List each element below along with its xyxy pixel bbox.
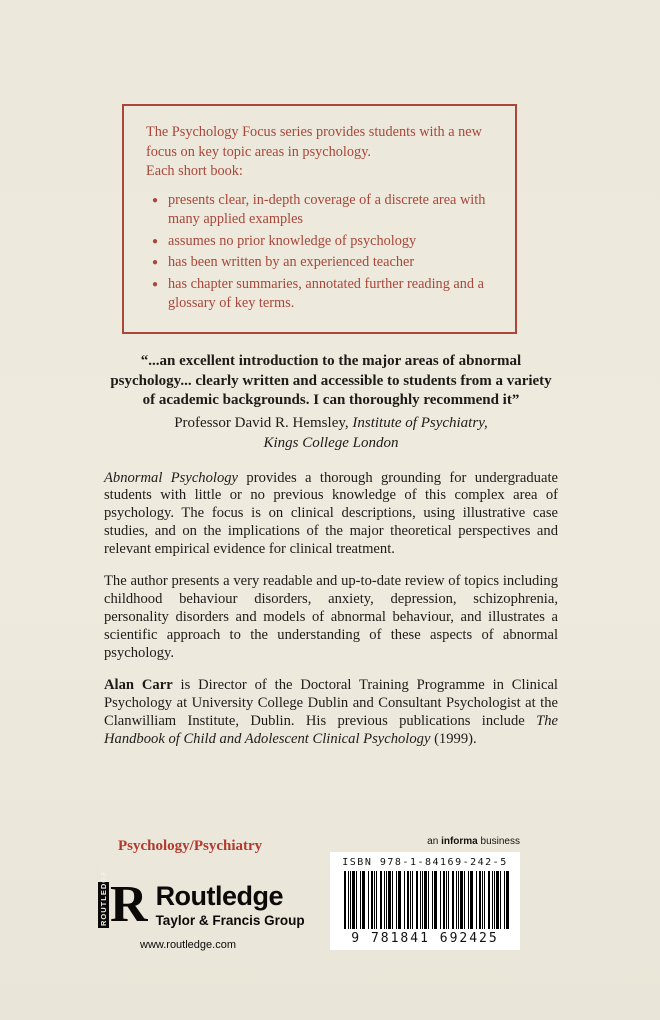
attribution-affiliation-2: Kings College London bbox=[263, 434, 399, 451]
previous-publication-title: The Handbook of Child and Adolescent Clinical Psychology bbox=[104, 713, 558, 747]
informa-text: business bbox=[477, 836, 520, 847]
blurb-paragraph-2: The author presents a very readable and up-to-date review of topics including childhood behaviour disorders, anxiety, depression, schizophrenia, personality disorders and models of abnormal behaviour, and illustrates a scientific approach to the understanding of these aspects of abnormal psychology. bbox=[104, 573, 558, 661]
publisher-logo-block bbox=[98, 869, 318, 951]
book-title: Abnormal Psychology bbox=[104, 469, 239, 486]
routledge-r-logo-icon: R bbox=[110, 876, 148, 933]
paragraph-text: provides a thorough grounding for undergraduate students with little or no previous knowledge of this complex area of psychology. The focus is on clinical descriptions, using illustrative case studies, and on the implications of the major theoretical perspectives and relevant empirical evidence for clinical treatment. bbox=[104, 469, 558, 557]
series-feature-list bbox=[146, 191, 495, 314]
list-item: ● assumes no prior knowledge of psychology bbox=[168, 232, 495, 252]
barcode-digits: 9 781841 692425 bbox=[351, 931, 499, 946]
blurb-paragraph-1 bbox=[104, 470, 558, 559]
ean-barcode bbox=[344, 871, 510, 929]
isbn-number: ISBN 978-1-84169-242-5 bbox=[342, 857, 508, 868]
publisher-group-name: Taylor & Francis Group bbox=[155, 912, 305, 928]
informa-text: an bbox=[427, 836, 442, 847]
list-item: ● has been written by an experienced teacher bbox=[168, 253, 495, 273]
subject-category-label: Psychology/Psychiatry bbox=[118, 838, 263, 854]
informa-business-label bbox=[330, 836, 520, 847]
attribution-name: Professor David R. Hemsley, bbox=[174, 414, 353, 431]
publisher-name: Routledge bbox=[155, 880, 284, 911]
main-text-column bbox=[104, 352, 558, 749]
series-intro: The Psychology Focus series provides students with a new focus on key topic areas in psychology. bbox=[146, 124, 482, 160]
series-intro-lead: Each short book: bbox=[146, 163, 243, 179]
routledge-vertical-logo-text: ROUTLEDGE bbox=[99, 869, 108, 926]
publisher-website: www.routledge.com bbox=[140, 939, 236, 951]
review-quote: “...an excellent introduction to the major areas of abnormal psychology... clearly written and accessible to students from a variety of academic backgrounds. I can thoroughly recommend it” bbox=[110, 353, 552, 408]
informa-brand: informa bbox=[441, 836, 478, 847]
list-item: ● has chapter summaries, annotated further reading and a glossary of key terms. bbox=[168, 275, 495, 314]
paragraph-text: is Director of the Doctoral Training Programme in Clinical Psychology at University College Dublin and Consultant Psychologist at the Clanwilliam Institute, Dublin. His previous publications include bbox=[104, 677, 558, 730]
list-item: ● presents clear, in-depth coverage of a discrete area with many applied examples bbox=[168, 191, 495, 230]
author-name: Alan Carr bbox=[104, 677, 173, 694]
quote-attribution bbox=[104, 413, 558, 453]
series-info-box bbox=[122, 104, 517, 334]
author-bio-paragraph bbox=[104, 677, 558, 748]
paragraph-text: (1999). bbox=[430, 730, 477, 747]
attribution-affiliation: Institute of Psychiatry, bbox=[352, 414, 488, 431]
isbn-barcode-panel bbox=[330, 852, 520, 950]
